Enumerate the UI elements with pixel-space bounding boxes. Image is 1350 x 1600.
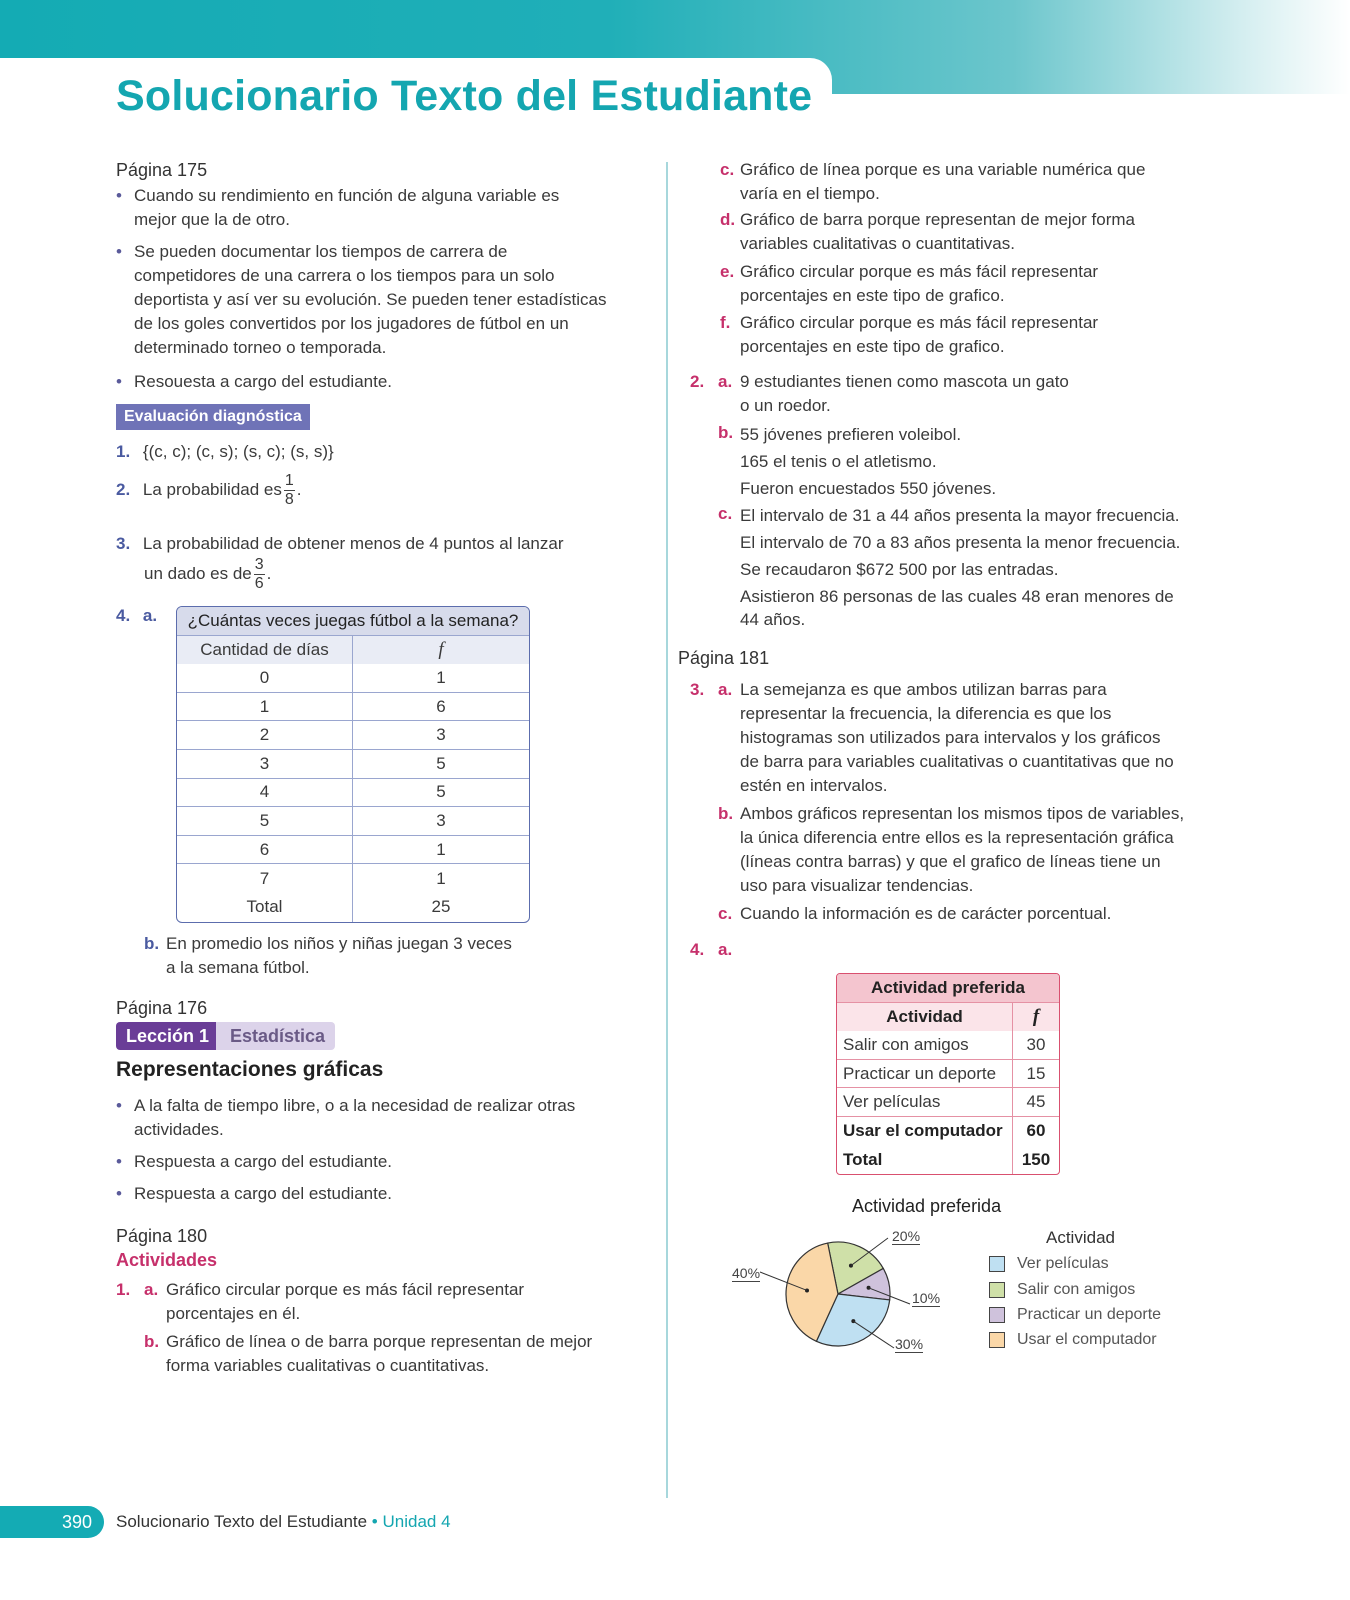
row-label-cell: 2: [177, 721, 353, 750]
text-line: En promedio los niños y niñas juegan 3 veces: [166, 934, 512, 953]
fraction: [254, 556, 265, 593]
row-label-cell: 5: [177, 807, 353, 836]
chart-title: Actividad preferida: [852, 1196, 1002, 1216]
item-letter: a.: [718, 372, 733, 391]
text-line: Gráfico circular porque es más fácil representar: [166, 1280, 525, 1299]
row-label-cell: Usar el computador: [837, 1117, 1013, 1146]
text-line: Gráfico de línea o de barra porque representan de mejor: [166, 1332, 593, 1351]
row-value-cell: 5: [353, 750, 529, 779]
text-line: Fueron encuestados 550 jóvenes.: [740, 479, 997, 498]
item-letter: d.: [720, 210, 736, 229]
footer-text: [116, 1510, 451, 1534]
table-row: [177, 664, 529, 693]
page-number: 390: [62, 1512, 93, 1532]
bullet-item: [116, 370, 392, 394]
item-number: 2.: [690, 372, 705, 391]
column-header: Cantidad de días: [177, 636, 353, 665]
table-row: [177, 721, 529, 750]
numerator: 1: [284, 472, 294, 489]
item-letter: b.: [718, 804, 734, 823]
table-row: [177, 864, 529, 893]
text-line: La semejanza es que ambos utilizan barras para: [740, 680, 1107, 699]
text-line: varía en el tiempo.: [740, 184, 880, 203]
item-text: La probabilidad de obtener menos de 4 puntos al lanzar: [142, 534, 564, 553]
footer-book-title: Solucionario Texto del Estudiante: [116, 1512, 368, 1531]
total-label: Total: [837, 1146, 1013, 1175]
text-line: Se recaudaron $672 500 por las entradas.: [740, 560, 1059, 579]
item-text-block: [740, 311, 1098, 359]
table-title: Actividad preferida: [837, 974, 1059, 1003]
row-label-cell: 4: [177, 779, 353, 808]
table-body: [837, 1031, 1059, 1145]
column-header: f: [1013, 1003, 1059, 1032]
text-line: 165 el tenis o el atletismo.: [740, 452, 937, 471]
row-value-cell: 60: [1026, 1121, 1046, 1141]
lesson-badge: Lección 1: [116, 1022, 219, 1050]
text-line: actividades.: [134, 1120, 224, 1139]
item-text-block: [740, 678, 1174, 798]
table-title: ¿Cuántas veces juegas fútbol a la semana?: [177, 607, 529, 636]
row-value-cell: 3: [353, 807, 529, 836]
row-label-cell: 7: [177, 864, 353, 893]
item-text-block: [166, 1278, 524, 1326]
legend-item: [989, 1252, 1109, 1276]
total-value: 150: [1021, 1149, 1051, 1169]
denominator: 6: [254, 575, 264, 592]
table-row: [837, 1117, 1059, 1146]
leader-dot: [867, 1286, 871, 1290]
pct-label-salir: 20%: [892, 1228, 921, 1244]
item-text: Cuando la información es de carácter porcentual.: [740, 904, 1112, 923]
item-letter: e.: [720, 262, 735, 281]
legend-label: Practicar un deporte: [1017, 1306, 1162, 1323]
legend-label: Salir con amigos: [1017, 1281, 1136, 1298]
legend-label: Usar el computador: [1017, 1331, 1157, 1348]
text-line: determinado torneo o temporada.: [134, 338, 387, 357]
text-line: • Cuando su rendimiento en función de alguna variable es: [134, 186, 560, 205]
table-row: [177, 807, 529, 836]
legend-swatch: [989, 1256, 1005, 1272]
text-line: • Respuesta a cargo del estudiante.: [134, 1184, 393, 1203]
text-line: forma variables cualitativas o cuantitativas.: [166, 1356, 490, 1375]
bullet-item: [116, 184, 559, 232]
page-title: Solucionario Texto del Estudiante: [116, 72, 813, 120]
item-text-block: [740, 421, 996, 502]
text-line: • A la falta de tiempo libre, o a la necesidad de realizar otras: [134, 1096, 576, 1115]
item-number: 3.: [116, 534, 131, 553]
lesson-topic-badge: Estadística: [216, 1022, 335, 1050]
pct-label-usar: 40%: [732, 1265, 761, 1281]
item-letter: b.: [144, 1332, 160, 1351]
column-header: f: [438, 638, 444, 660]
table-row: [177, 750, 529, 779]
footer-unit: Unidad 4: [382, 1512, 451, 1531]
section-title: Representaciones gráficas: [116, 1058, 384, 1081]
text-line: estén en intervalos.: [740, 776, 888, 795]
text-line: Gráfico circular porque es más fácil representar: [740, 313, 1099, 332]
item-text: un dado es de: [144, 563, 252, 583]
total-label: Total: [177, 893, 353, 922]
item-number: 2.: [116, 479, 131, 499]
item-number: 3.: [690, 680, 705, 699]
item-letter: f.: [720, 313, 731, 332]
text-line: porcentajes en este tipo de grafico.: [740, 337, 1005, 356]
table-row: [177, 693, 529, 722]
text-line: variables cualitativas o cuantitativas.: [740, 234, 1015, 253]
table-row: [177, 779, 529, 808]
column-header: Actividad: [837, 1003, 1013, 1032]
bullet-item: [116, 1150, 392, 1174]
item-letter: b.: [718, 423, 734, 442]
item-text: {(c, c); (c, s); (s, c); (s, s)}: [142, 442, 334, 461]
row-label-cell: 6: [177, 836, 353, 865]
row-value-cell: 3: [353, 721, 529, 750]
text-line: • Resouesta a cargo del estudiante.: [134, 372, 393, 391]
item-letter: a.: [144, 1280, 159, 1299]
page-heading-180: Página 180: [116, 1226, 208, 1246]
activities-title: Actividades: [116, 1250, 218, 1270]
table-row: [177, 836, 529, 865]
item-3: [116, 532, 564, 556]
football-frequency-table: [176, 606, 530, 923]
text-line: a la semana fútbol.: [166, 958, 310, 977]
numerator: 3: [254, 556, 264, 573]
text-line: • Se pueden documentar los tiempos de carrera de: [134, 242, 508, 261]
item-letter: a.: [142, 606, 158, 625]
footer-separator: •: [367, 1512, 383, 1531]
text-line: deportista y así ver su evolución. Se pueden tener estadísticas: [134, 290, 607, 309]
text-line: El intervalo de 31 a 44 años presenta la mayor frecuencia.: [740, 506, 1180, 525]
pie-chart: [720, 1220, 980, 1370]
row-label-cell: 1: [177, 693, 353, 722]
legend-item: [989, 1328, 1157, 1352]
page-heading-175: Página 175: [116, 160, 208, 180]
page-heading-181: Página 181: [678, 648, 770, 668]
bullet-item: [116, 1182, 392, 1206]
item-4: [116, 604, 157, 628]
bullet-item: [116, 240, 607, 360]
legend-title: Actividad: [1046, 1228, 1115, 1247]
text-line: de los goles convertidos por los jugadores de fútbol en un: [134, 314, 569, 333]
row-value-cell: 5: [353, 779, 529, 808]
bullet-item: [116, 1094, 575, 1142]
item-number: 1.: [116, 1280, 131, 1299]
item-letter: a.: [718, 680, 733, 699]
item-text-block: [166, 1330, 592, 1378]
text-line: representar la frecuencia, la diferencia es que los: [740, 704, 1112, 723]
text-line: 9 estudiantes tienen como mascota un gato: [740, 372, 1069, 391]
row-label-cell: Practicar un deporte: [837, 1060, 1013, 1089]
text-line: uso para visualizar tendencias.: [740, 876, 974, 895]
text-line: 44 años.: [740, 610, 806, 629]
pct-label-ver: 30%: [895, 1336, 924, 1352]
text-line: 55 jóvenes prefieren voleibol.: [740, 425, 962, 444]
column-divider: [666, 162, 668, 1498]
legend-label: Ver películas: [1017, 1255, 1109, 1272]
evaluation-badge: Evaluación diagnóstica: [116, 404, 310, 430]
pct-label-practicar: 10%: [912, 1290, 941, 1306]
table-row: [837, 1031, 1059, 1060]
table-row: [837, 1060, 1059, 1089]
row-label-cell: 0: [177, 664, 353, 693]
text-line: Gráfico de línea porque es una variable numérica que: [740, 160, 1146, 179]
text-line: El intervalo de 70 a 83 años presenta la menor frecuencia.: [740, 533, 1181, 552]
legend-item: [989, 1303, 1161, 1327]
item-text-block: [740, 370, 1069, 418]
text-line: Gráfico de barra porque representan de mejor forma: [740, 210, 1135, 229]
fraction: [284, 472, 295, 509]
item-text: La probabilidad es: [142, 479, 282, 499]
text-line: (líneas contra barras) y que el grafico de líneas tiene un: [740, 852, 1161, 871]
total-value: 25: [431, 897, 451, 917]
item-text-block: [740, 208, 1135, 256]
item-letter: a.: [718, 940, 733, 959]
denominator: 8: [284, 491, 294, 508]
legend-swatch: [989, 1332, 1005, 1348]
item-4b-text: [166, 932, 512, 980]
item-letter: b.: [144, 934, 160, 953]
row-value-cell: 1: [436, 868, 446, 888]
text-line: porcentajes en él.: [166, 1304, 301, 1323]
page-heading-176: Página 176: [116, 998, 208, 1018]
row-label-cell: Salir con amigos: [837, 1031, 1013, 1060]
item-number: 1.: [116, 442, 131, 461]
item-letter: c.: [718, 904, 733, 923]
row-value-cell: 45: [1013, 1088, 1059, 1117]
text-line: Asistieron 86 personas de las cuales 48 eran menores de: [740, 587, 1174, 606]
row-value-cell: 6: [353, 693, 529, 722]
text-line: Ambos gráficos representan los mismos tipos de variables,: [740, 804, 1185, 823]
text-line: la única diferencia entre ellos es la representación gráfica: [740, 828, 1174, 847]
legend-swatch: [989, 1307, 1005, 1323]
text-line: Gráfico circular porque es más fácil representar: [740, 262, 1099, 281]
item-3-cont: un dado es de $\frac{3}{6}$ .: [144, 556, 272, 592]
item-text-block: [740, 502, 1180, 633]
item-2: 2. La probabilidad es $\frac{1}{8}$ .: [116, 472, 302, 508]
table-body: [177, 664, 529, 893]
text-line: competidores de una carrera o los tiempos para un solo: [134, 266, 555, 285]
row-value-cell: 30: [1013, 1031, 1059, 1060]
row-value-cell: 1: [353, 836, 529, 865]
legend-swatch: [989, 1282, 1005, 1298]
row-value-cell: 1: [353, 664, 529, 693]
text-line: de barra para variables cualitativas o cuantitativas que no: [740, 752, 1174, 771]
item-text-block: [740, 802, 1184, 898]
text-line: histogramas son utilizados para intervalos y los gráficos: [740, 728, 1161, 747]
activity-frequency-table: [836, 973, 1060, 1175]
item-number: 4.: [690, 940, 705, 959]
row-label-cell: 3: [177, 750, 353, 779]
item-text-block: [740, 158, 1145, 206]
text-line: mejor que la de otro.: [134, 210, 290, 229]
item-number: 4.: [116, 606, 131, 625]
row-label-cell: Ver películas: [837, 1088, 1013, 1117]
item-letter: c.: [720, 160, 735, 179]
item-text-block: [740, 260, 1098, 308]
text-line: o un roedor.: [740, 396, 831, 415]
row-value-cell: 15: [1013, 1060, 1059, 1089]
item-letter: c.: [718, 504, 733, 523]
text-line: • Respuesta a cargo del estudiante.: [134, 1152, 393, 1171]
item-1: [116, 440, 334, 464]
legend-item: [989, 1278, 1135, 1302]
text-line: porcentajes en este tipo de grafico.: [740, 286, 1005, 305]
table-row: [837, 1088, 1059, 1117]
